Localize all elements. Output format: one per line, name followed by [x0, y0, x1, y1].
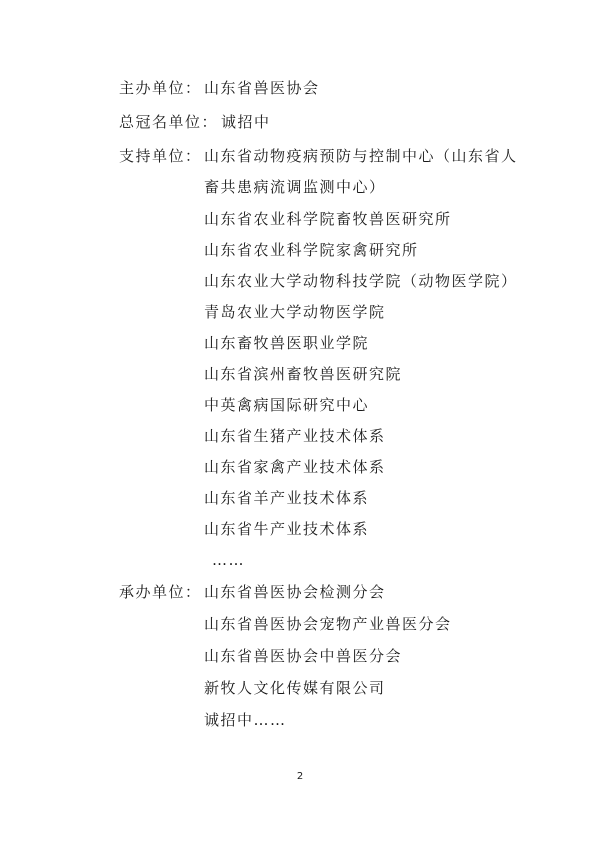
support-ellipsis: ……: [212, 551, 245, 569]
support-item: 山东省生猪产业技术体系: [204, 427, 386, 445]
host-label: 主办单位：: [119, 79, 202, 97]
support-item: 山东畜牧兽医职业学院: [204, 334, 370, 352]
support-item: 山东省动物疫病预防与控制中心（山东省人: [204, 147, 518, 165]
host-item: 山东省兽医协会: [204, 79, 320, 97]
support-item: 青岛农业大学动物医学院: [204, 303, 386, 321]
page-number: 2: [296, 771, 304, 782]
title-sponsor-label: 总冠名单位：: [119, 113, 219, 131]
support-item: 山东省农业科学院畜牧兽医研究所: [204, 210, 452, 228]
support-item: 山东省滨州畜牧兽医研究院: [204, 365, 403, 383]
support-item: 中英禽病国际研究中心: [204, 396, 370, 414]
support-item: 山东省家禽产业技术体系: [204, 458, 386, 476]
support-item: 山东省牛产业技术体系: [204, 520, 370, 538]
organizer-item: 山东省兽医协会宠物产业兽医分会: [204, 615, 452, 633]
organizer-item: 诚招中……: [204, 711, 287, 729]
support-item: 山东农业大学动物科技学院（动物医学院）: [204, 272, 518, 290]
support-item: 畜共患病流调监测中心）: [204, 178, 386, 196]
support-item: 山东省羊产业技术体系: [204, 489, 370, 507]
organizer-item: 山东省兽医协会检测分会: [204, 583, 386, 601]
support-label: 支持单位：: [119, 147, 202, 165]
support-item: 山东省农业科学院家禽研究所: [204, 241, 419, 259]
organizer-label: 承办单位：: [119, 583, 202, 601]
organizer-item: 新牧人文化传媒有限公司: [204, 679, 386, 697]
organizer-item: 山东省兽医协会中兽医分会: [204, 647, 403, 665]
title-sponsor-item: 诚招中: [221, 113, 271, 131]
